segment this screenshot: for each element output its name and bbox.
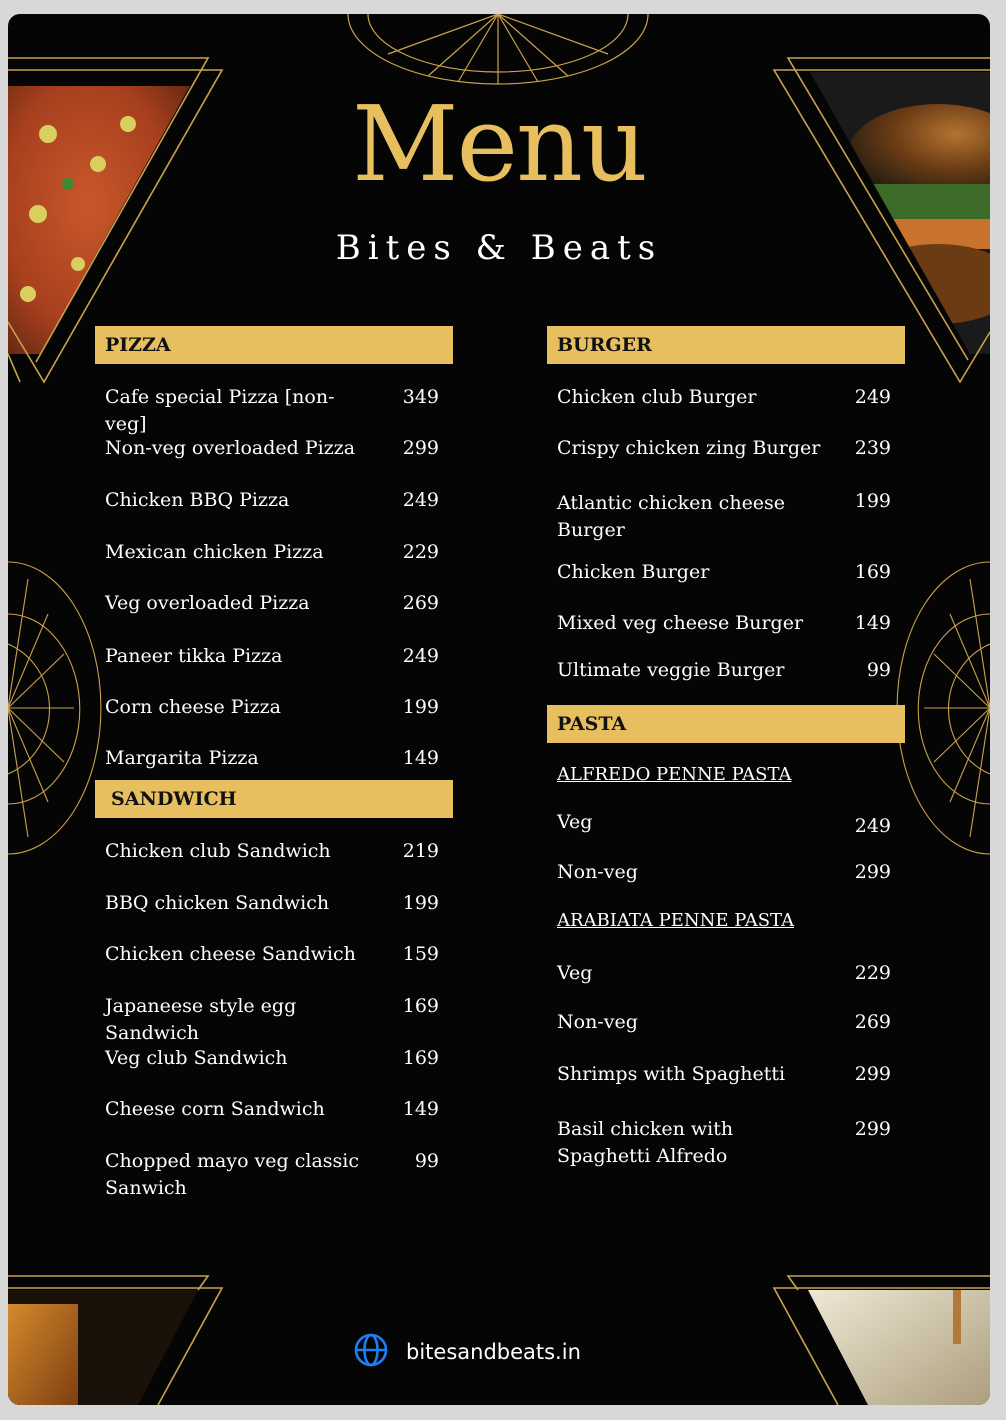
item-price: 229 xyxy=(402,541,439,563)
menu-title: Menu xyxy=(352,83,646,205)
item-price: 219 xyxy=(402,840,439,862)
left-column xyxy=(95,326,453,1208)
menu-item xyxy=(95,1148,453,1208)
item-name: Japaneese style egg Sandwich xyxy=(105,995,297,1044)
menu-item xyxy=(547,657,905,705)
item-name: Paneer tikka Pizza xyxy=(105,645,283,667)
item-price: 199 xyxy=(402,696,439,718)
menu-item xyxy=(95,384,453,435)
menu-item xyxy=(547,1009,905,1061)
menu-item xyxy=(547,1116,905,1176)
menu-item xyxy=(95,643,453,694)
menu-item xyxy=(95,435,453,487)
item-name: Non-veg xyxy=(557,861,638,883)
item-price: 229 xyxy=(854,962,891,984)
item-price: 299 xyxy=(854,1118,891,1140)
menu-item xyxy=(547,1061,905,1116)
item-price: 159 xyxy=(402,943,439,965)
item-name: Basil chicken with Spaghetti Alfredo xyxy=(557,1118,734,1167)
menu-item xyxy=(547,610,905,657)
item-name: Corn cheese Pizza xyxy=(105,696,281,718)
item-name: Chopped mayo veg classic Sanwich xyxy=(105,1150,359,1199)
item-price: 249 xyxy=(402,489,439,511)
menu-item xyxy=(95,1045,453,1096)
item-name: Veg overloaded Pizza xyxy=(105,592,310,614)
item-name: Margarita Pizza xyxy=(105,747,259,769)
sandwich-header: SANDWICH xyxy=(95,780,453,818)
website-footer xyxy=(354,1332,581,1372)
item-price: 269 xyxy=(402,592,439,614)
item-price: 99 xyxy=(866,659,891,681)
menu-item xyxy=(547,809,905,859)
item-price: 149 xyxy=(854,612,891,634)
item-name: Chicken club Sandwich xyxy=(105,840,331,862)
menu-item xyxy=(547,435,905,488)
item-name: BBQ chicken Sandwich xyxy=(105,892,330,914)
item-name: Chicken club Burger xyxy=(557,386,757,408)
item-name: Mexican chicken Pizza xyxy=(105,541,324,563)
menu-page xyxy=(8,14,990,1405)
menu-item xyxy=(95,1096,453,1148)
menu-item xyxy=(547,559,905,610)
pasta-photo xyxy=(808,1284,990,1405)
website-link[interactable]: bitesandbeats.in xyxy=(406,1340,581,1364)
menu-item xyxy=(95,539,453,590)
menu-item xyxy=(547,859,905,907)
item-name: Non-veg overloaded Pizza xyxy=(105,437,356,459)
item-price: 269 xyxy=(854,1011,891,1033)
sandwich-photo xyxy=(8,1284,208,1405)
menu-item xyxy=(95,694,453,745)
menu-item xyxy=(547,960,905,1009)
item-name: Mixed veg cheese Burger xyxy=(557,612,804,634)
item-name: Non-veg xyxy=(557,1011,638,1033)
item-name: Atlantic chicken cheese Burger xyxy=(557,492,786,541)
menu-item xyxy=(95,993,453,1045)
menu-item xyxy=(95,745,453,780)
item-name: Veg xyxy=(557,811,593,833)
item-price: 299 xyxy=(854,1063,891,1085)
arabiata-subheader: ARABIATA PENNE PASTA xyxy=(557,910,795,931)
item-name: Chicken Burger xyxy=(557,561,710,583)
menu-item xyxy=(95,590,453,643)
item-price: 169 xyxy=(402,1047,439,1069)
menu-item xyxy=(547,384,905,435)
item-price: 199 xyxy=(854,490,891,512)
right-column xyxy=(547,326,905,1176)
menu-item xyxy=(547,488,905,559)
menu-item xyxy=(95,487,453,539)
pasta-header: PASTA xyxy=(547,705,905,743)
item-name: Veg xyxy=(557,962,593,984)
item-price: 169 xyxy=(854,561,891,583)
item-price: 299 xyxy=(402,437,439,459)
globe-icon xyxy=(354,1333,388,1371)
item-price: 239 xyxy=(854,437,891,459)
item-name: Chicken cheese Sandwich xyxy=(105,943,356,965)
item-name: Ultimate veggie Burger xyxy=(557,659,785,681)
item-price: 249 xyxy=(402,645,439,667)
item-name: Crispy chicken zing Burger xyxy=(557,437,821,459)
item-price: 299 xyxy=(854,861,891,883)
item-price: 149 xyxy=(402,1098,439,1120)
pizza-header: PIZZA xyxy=(95,326,453,364)
item-price: 149 xyxy=(402,747,439,769)
item-name: Cheese corn Sandwich xyxy=(105,1098,325,1120)
item-price: 249 xyxy=(854,386,891,408)
item-name: Shrimps with Spaghetti xyxy=(557,1063,786,1085)
item-name: Chicken BBQ Pizza xyxy=(105,489,290,511)
item-name: Cafe special Pizza [non-veg] xyxy=(105,386,335,435)
alfredo-subheader: ALFREDO PENNE PASTA xyxy=(557,764,792,785)
burger-header: BURGER xyxy=(547,326,905,364)
item-price: 169 xyxy=(402,995,439,1017)
item-price: 199 xyxy=(402,892,439,914)
item-price: 349 xyxy=(402,386,439,408)
menu-item xyxy=(95,838,453,890)
menu-item xyxy=(95,890,453,941)
item-price: 249 xyxy=(854,815,891,837)
menu-item xyxy=(95,941,453,993)
item-name: Veg club Sandwich xyxy=(105,1047,288,1069)
restaurant-name: Bites & Beats xyxy=(335,228,663,268)
item-price: 99 xyxy=(414,1150,439,1172)
